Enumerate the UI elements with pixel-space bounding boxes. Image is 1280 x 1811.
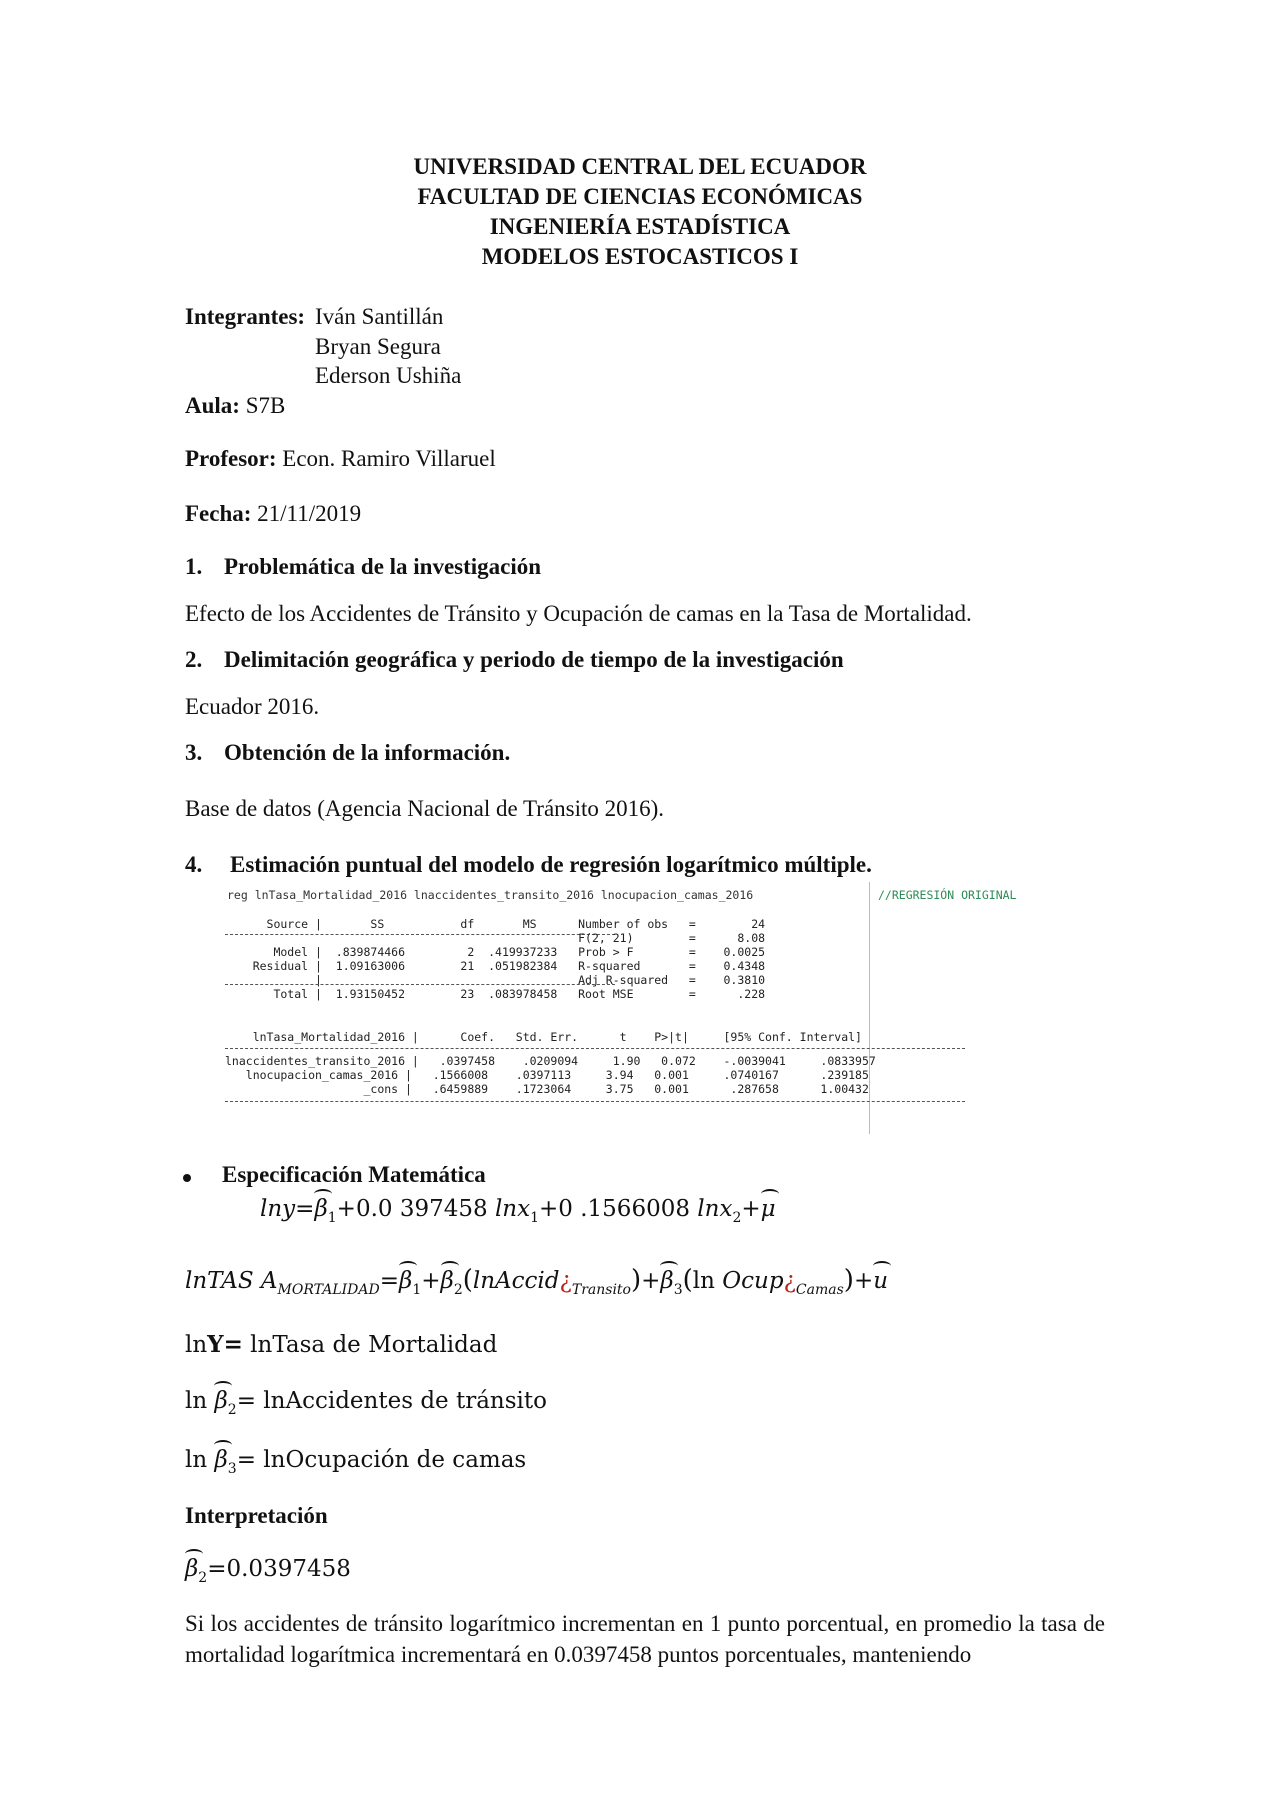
member-name: Ederson Ushiña [315,363,462,388]
professor-value: Econ. Ramiro Villaruel [282,446,496,471]
section-heading [185,647,844,673]
faculty-name: FACULTAD DE CIENCIAS ECONÓMICAS [417,184,863,209]
definition-beta3: $\ln \beta_3=$ lnOcupación de camas [185,1447,527,1477]
beta-symbol: β [214,1447,228,1473]
interpretation-title: Interpretación [185,1503,328,1528]
section-body: Base de datos (Agencia Nacional de Tránsito 2016). [185,796,665,821]
professor-label: Profesor: [185,446,277,471]
definition-y: lnY= lnTasa de Mortalidad [185,1331,498,1358]
eq-var: lnx [697,1196,733,1222]
regression-output [225,888,1055,1133]
regression-comment: //REGRESIÓN ORIGINAL [878,888,1017,902]
beta-symbol: β [214,1388,228,1414]
date-label: Fecha: [185,501,252,526]
beta-symbol: β [440,1268,454,1294]
member-name: Iván Santillán [315,304,444,329]
error-symbol: u [873,1268,889,1294]
table-rule [225,1048,965,1049]
university-name: UNIVERSIDAD CENTRAL DEL ECUADOR [413,154,867,179]
course-name: MODELOS ESTOCASTICOS I [481,244,799,269]
eq2-term2: Ocup [722,1268,784,1294]
definition-beta2: $\ln \beta_2=$ lnAccidentes de tránsito [185,1388,547,1418]
def-beta3-rhs: Ocupación de camas [285,1447,527,1473]
eq2-term2-sub: Camas [795,1282,844,1298]
classroom-label: Aula: [185,393,240,418]
eq-coef: +0.0 397458 [336,1196,488,1222]
section-number: 4. [185,852,203,877]
classroom-field [185,391,285,421]
members-list [315,302,461,391]
error-symbol: μ [760,1196,776,1222]
beta-symbol: β [185,1556,199,1582]
eq-coef: +0 .1566008 [539,1196,690,1222]
coef-row: lnaccidentes_transito_2016 | .0397458 .0209094 1.90 0.072 -.0039041 .0833957 [225,1054,876,1068]
def-y-rhs: Tasa de Mortalidad [272,1332,498,1358]
spec-title: Especificación Matemática [222,1162,486,1187]
anova-model-row: Model | .839874466 2 .419937233 Prob > F = 0.0025 [225,945,766,959]
equation-2: lnTAS $A_{MORTALIDAD}=\beta_1+\beta_2(lnAccid¿_{Transito})+\beta_3(\ln$ $Ocup¿_{Camas})+u$ [185,1265,889,1298]
regression-command: reg lnTasa_Mortalidad_2016 lnaccidentes_transito_2016 lnocupacion_camas_2016 [227,888,754,902]
eq-var: lnx [494,1196,531,1222]
equation-1: $\ln y=\beta_1+0.0$ 397458 lnx$_1$+0 .1566008 lnx$_2$+μ [260,1196,776,1226]
document-header [0,152,1280,272]
classroom-value: S7B [245,393,286,418]
section-title: Delimitación geográfica y periodo de tiempo de la investigación [224,647,844,672]
section-body: Ecuador 2016. [185,694,320,719]
anova-f-line: F(2, 21) = 8.08 [225,931,766,945]
beta-symbol: β [399,1268,413,1294]
def-y-lhs: Y= [207,1331,243,1358]
section-number: 3. [185,740,203,765]
beta-symbol: β [314,1196,328,1222]
section-heading [185,740,510,766]
eq-lhs: lny [260,1196,296,1222]
anova-header: Source | SS df MS Number of obs = 24 [225,917,766,931]
section-number: 2. [185,647,203,672]
table-rule [225,1101,965,1102]
section-number: 1. [185,554,203,579]
program-name: INGENIERÍA ESTADÍSTICA [489,214,791,239]
members-field [185,302,305,332]
date-field [185,499,361,529]
eq2-term1-sub: Transito [571,1282,631,1298]
eq2-term1: lnAccid [472,1268,560,1294]
beta2-estimate: $\beta_2=0.0397458$ [185,1556,351,1586]
coef-row: lnocupacion_camas_2016 | .1566008 .0397113 3.94 0.001 .0740167 .239185 [225,1068,869,1082]
bullet-icon [183,1174,191,1182]
anova-total-row: Total | 1.93150452 23 .083978458 Root MSE = .228 [225,987,766,1001]
beta-symbol: β [660,1268,674,1294]
section-title: Obtención de la información. [224,740,511,765]
eq2-lhs-sub: MORTALIDAD [277,1282,380,1298]
coef-header: lnTasa_Mortalidad_2016 | Coef. Std. Err. t P>|t| [95% Conf. Interval] [225,1030,862,1044]
section-heading [185,852,872,878]
section-title: Problemática de la investigación [224,554,542,579]
anova-residual-row: Residual | 1.09163006 21 .051982384 R-squared = 0.4348 [225,959,766,973]
member-name: Bryan Segura [315,333,441,359]
def-beta2-rhs: Accidentes de tránsito [285,1388,547,1414]
section-title: Estimación puntual del modelo de regresión logarítmico múltiple. [230,852,872,877]
date-value: 21/11/2019 [257,501,362,526]
beta2-value: =0.0397458 [207,1556,351,1582]
anova-adj-row: | Adj R-squared = 0.3810 [225,973,766,987]
coef-row: _cons | .6459889 .1723064 3.75 0.001 .287658 1.00432 [225,1082,869,1096]
table-rule [225,984,615,985]
professor-field [185,444,496,474]
section-heading [185,554,541,580]
section-body: Efecto de los Accidentes de Tránsito y Ocupación de camas en la Tasa de Mortalidad. [185,601,972,626]
eq2-lhs: lnTAS A [185,1268,278,1294]
interpretation-text: Si los accidentes de tránsito logarítmico incrementan en 1 punto porcentual, en promedio la tasa de mortalidad logarítmica incrementará en 0.0397458 puntos porcentuales, manteniendo [185,1611,1105,1667]
members-label: Integrantes: [185,304,306,329]
